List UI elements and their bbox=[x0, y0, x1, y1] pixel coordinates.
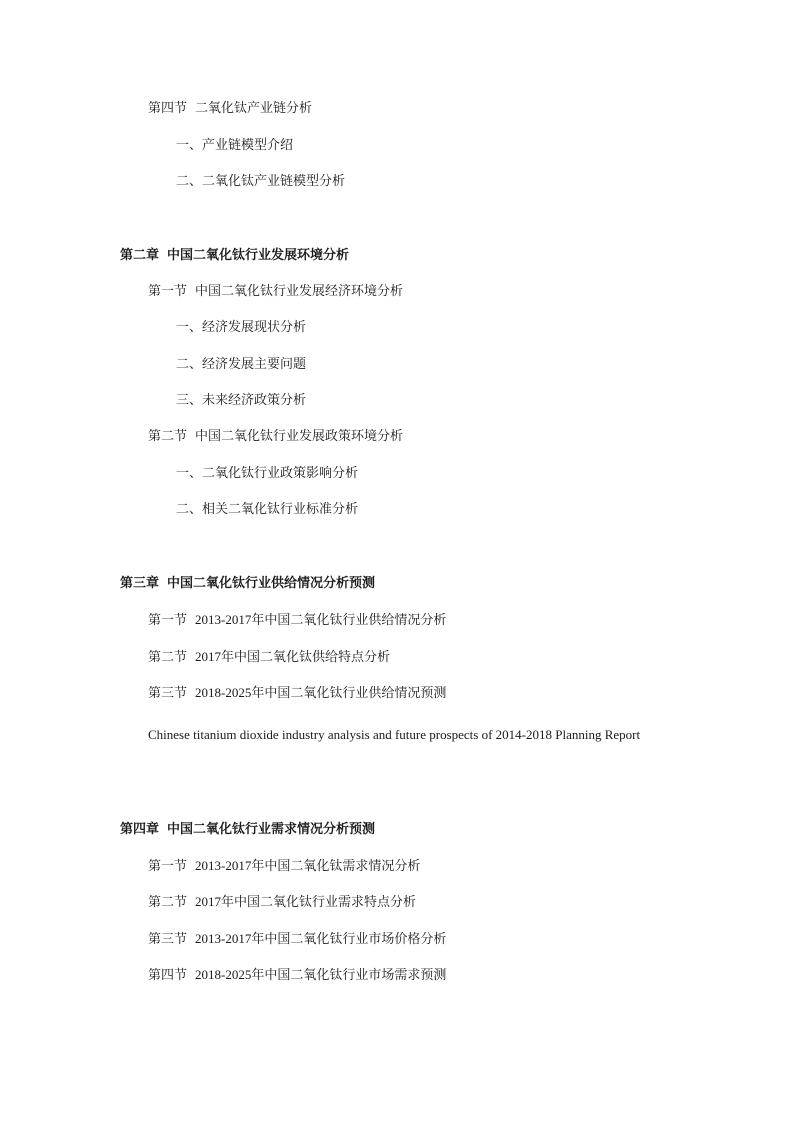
toc-section-ch4-s4 bbox=[148, 967, 446, 984]
section-title: 年中国二氧化钛行业市场价格分析 bbox=[251, 932, 447, 947]
section-year: 2013-2017 bbox=[195, 612, 252, 627]
toc-item-ch2-s2-i1: 一、二氧化钛行业政策影响分析 bbox=[176, 466, 359, 481]
toc-section-ch2-s1 bbox=[148, 284, 403, 300]
chapter-label: 第三章 bbox=[120, 576, 160, 591]
chapter-title: 中国二氧化钛行业需求情况分析预测 bbox=[167, 822, 376, 837]
chapter-title: 中国二氧化钛行业发展环境分析 bbox=[167, 248, 350, 263]
section-year: 2013-2017 bbox=[195, 931, 252, 946]
section-label: 第二节 bbox=[148, 650, 188, 665]
section-label: 第二节 bbox=[148, 895, 188, 910]
toc-section-ch4-s3 bbox=[148, 931, 446, 948]
section-label: 第一节 bbox=[148, 284, 188, 299]
english-report-title: Chinese titanium dioxide industry analysis and future prospects of 2014-2018 Planning Report bbox=[148, 727, 641, 742]
section-title: 年中国二氧化钛需求情况分析 bbox=[251, 859, 421, 874]
section-year: 2017 bbox=[195, 894, 222, 909]
toc-item-ch1-s4-i2: 二、二氧化钛产业链模型分析 bbox=[176, 174, 346, 189]
section-title: 中国二氧化钛行业发展经济环境分析 bbox=[195, 284, 404, 299]
toc-chapter-2 bbox=[120, 248, 349, 264]
toc-section-ch3-s2 bbox=[148, 649, 390, 666]
toc-section-ch4-s2 bbox=[148, 894, 416, 911]
section-label: 第四节 bbox=[148, 968, 188, 983]
chapter-title: 中国二氧化钛行业供给情况分析预测 bbox=[167, 576, 376, 591]
section-year: 2018-2025 bbox=[195, 685, 252, 700]
section-title: 年中国二氧化钛行业需求特点分析 bbox=[221, 895, 417, 910]
toc-chapter-3 bbox=[120, 576, 375, 592]
toc-section-ch4-s1 bbox=[148, 858, 420, 875]
section-year: 2018-2025 bbox=[195, 967, 252, 982]
toc-section-ch3-s3 bbox=[148, 685, 446, 702]
section-title: 年中国二氧化钛行业供给情况分析 bbox=[251, 613, 447, 628]
section-title: 年中国二氧化钛供给特点分析 bbox=[221, 650, 391, 665]
toc-item-ch2-s2-i2: 二、相关二氧化钛行业标准分析 bbox=[176, 502, 359, 517]
chapter-label: 第四章 bbox=[120, 822, 160, 837]
section-year: 2017 bbox=[195, 649, 222, 664]
section-title: 年中国二氧化钛行业供给情况预测 bbox=[251, 686, 447, 701]
section-label: 第一节 bbox=[148, 859, 188, 874]
section-title: 年中国二氧化钛行业市场需求预测 bbox=[251, 968, 447, 983]
section-label: 第三节 bbox=[148, 932, 188, 947]
toc-item-ch1-s4-i1: 一、产业链模型介绍 bbox=[176, 138, 294, 153]
toc-section-ch3-s1 bbox=[148, 612, 446, 629]
section-year: 2013-2017 bbox=[195, 858, 252, 873]
section-label: 第二节 bbox=[148, 429, 188, 444]
section-title: 二氧化钛产业链分析 bbox=[195, 101, 313, 116]
section-title: 中国二氧化钛行业发展政策环境分析 bbox=[195, 429, 404, 444]
chapter-label: 第二章 bbox=[120, 248, 160, 263]
section-label: 第三节 bbox=[148, 686, 188, 701]
toc-item-ch2-s1-i2: 二、经济发展主要问题 bbox=[176, 357, 307, 372]
section-label: 第一节 bbox=[148, 613, 188, 628]
section-label: 第四节 bbox=[148, 101, 188, 116]
toc-item-ch2-s1-i1: 一、经济发展现状分析 bbox=[176, 320, 307, 335]
toc-section-ch2-s2 bbox=[148, 429, 403, 445]
toc-section-ch1-s4 bbox=[148, 101, 312, 117]
toc-item-ch2-s1-i3: 三、未来经济政策分析 bbox=[176, 393, 307, 408]
toc-chapter-4 bbox=[120, 822, 375, 838]
